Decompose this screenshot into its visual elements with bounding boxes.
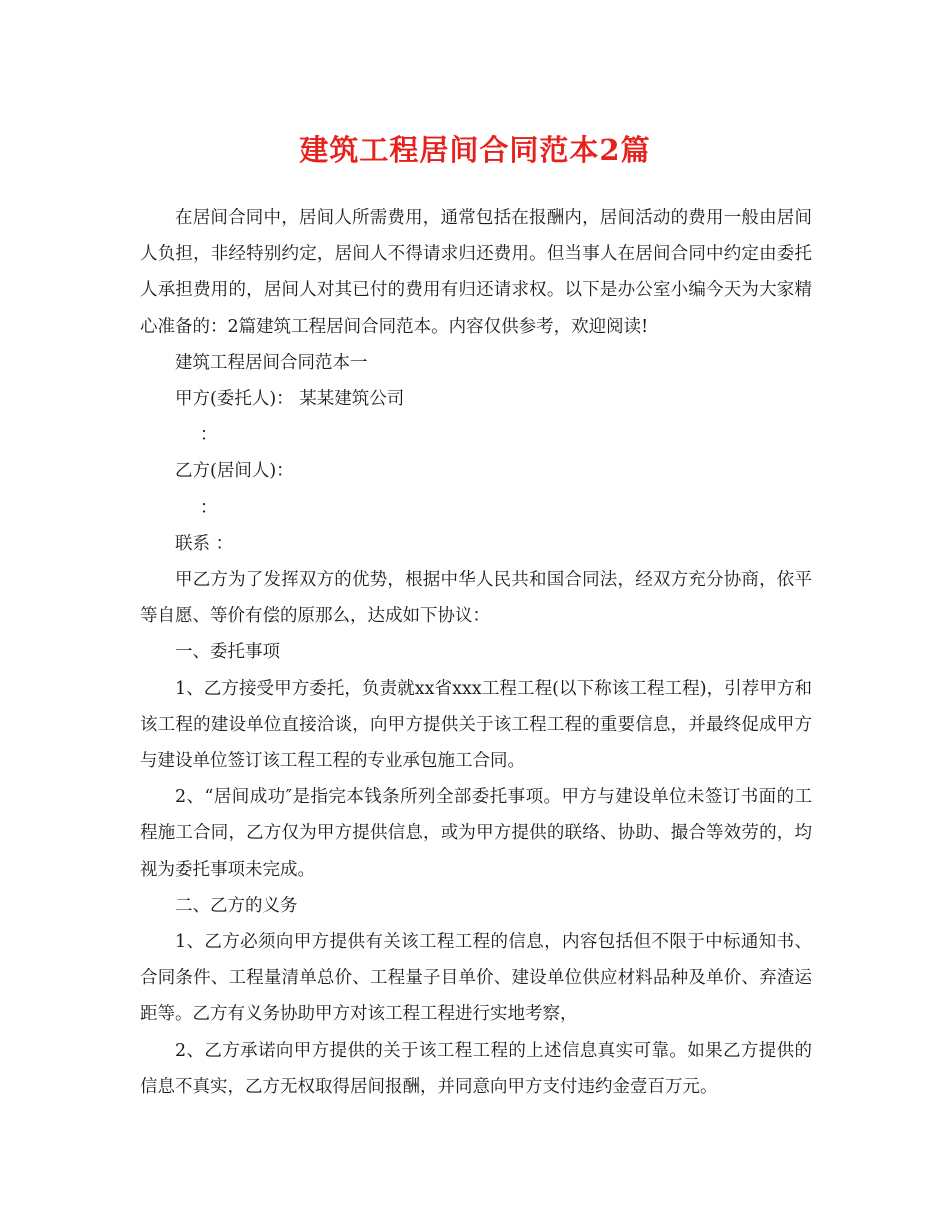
agreement-paragraph: 甲乙方为了发挥双方的优势，根据中华人民共和国合同法，经双方充分协商，依平等自愿、等价有偿的原那么，达成如下协议：	[140, 570, 812, 627]
document-body	[140, 200, 812, 1105]
clause-1-2: 2、“居间成功″是指完本钱条所列全部委托事项。甲方与建设单位未签订书面的工程施工合同，乙方仅为甲方提供信息，或为甲方提供的联络、协助、撮合等效劳的，均视为委托事项未完成。	[140, 787, 812, 880]
intro-paragraph: 在居间合同中，居间人所需费用，通常包括在报酬内，居间活动的费用一般由居间人负担，非经特别约定，居间人不得请求归还费用。但当事人在居间合同中约定由委托人承担费用的，居间人对其已付的费用有归还请求权。以下是办公室小编今天为大家精心准备的：2篇建筑工程居间合同范本。内容仅供参考，欢迎阅读!	[140, 208, 812, 337]
party-a-blank-line: ：	[200, 425, 218, 446]
party-b-line: 乙方(居间人)：	[175, 461, 294, 482]
section-heading-2: 二、乙方的义务	[175, 895, 298, 916]
contract-heading: 建筑工程居间合同范本一	[175, 352, 368, 373]
party-b-blank-line: ：	[200, 497, 218, 518]
clause-1-1: 1、乙方接受甲方委托，负责就xx省xxx工程工程(以下称该工程工程)，引荐甲方和该工程的建设单位直接洽谈，向甲方提供关于该工程工程的重要信息，并最终促成甲方与建设单位签订该工程工程的专业承包施工合同。	[140, 678, 812, 772]
document-title: 建筑工程居间合同范本2篇	[299, 133, 651, 167]
contact-line: 联系 ：	[175, 533, 234, 554]
party-a-line: 甲方(委托人)： 某某建筑公司	[175, 389, 405, 410]
clause-2-1: 1、乙方必须向甲方提供有关该工程工程的信息，内容包括但不限于中标通知书、合同条件、工程量清单总价、工程量子目单价、建设单位供应材料品种及单价、弃渣运距等。乙方有义务协助甲方对该工程工程进行实地考察，	[140, 932, 812, 1025]
section-heading-1: 一、委托事项	[175, 642, 280, 663]
clause-2-2: 2、乙方承诺向甲方提供的关于该工程工程的上述信息真实可靠。如果乙方提供的信息不真实，乙方无权取得居间报酬，并同意向甲方支付违约金壹百万元。	[140, 1040, 812, 1097]
